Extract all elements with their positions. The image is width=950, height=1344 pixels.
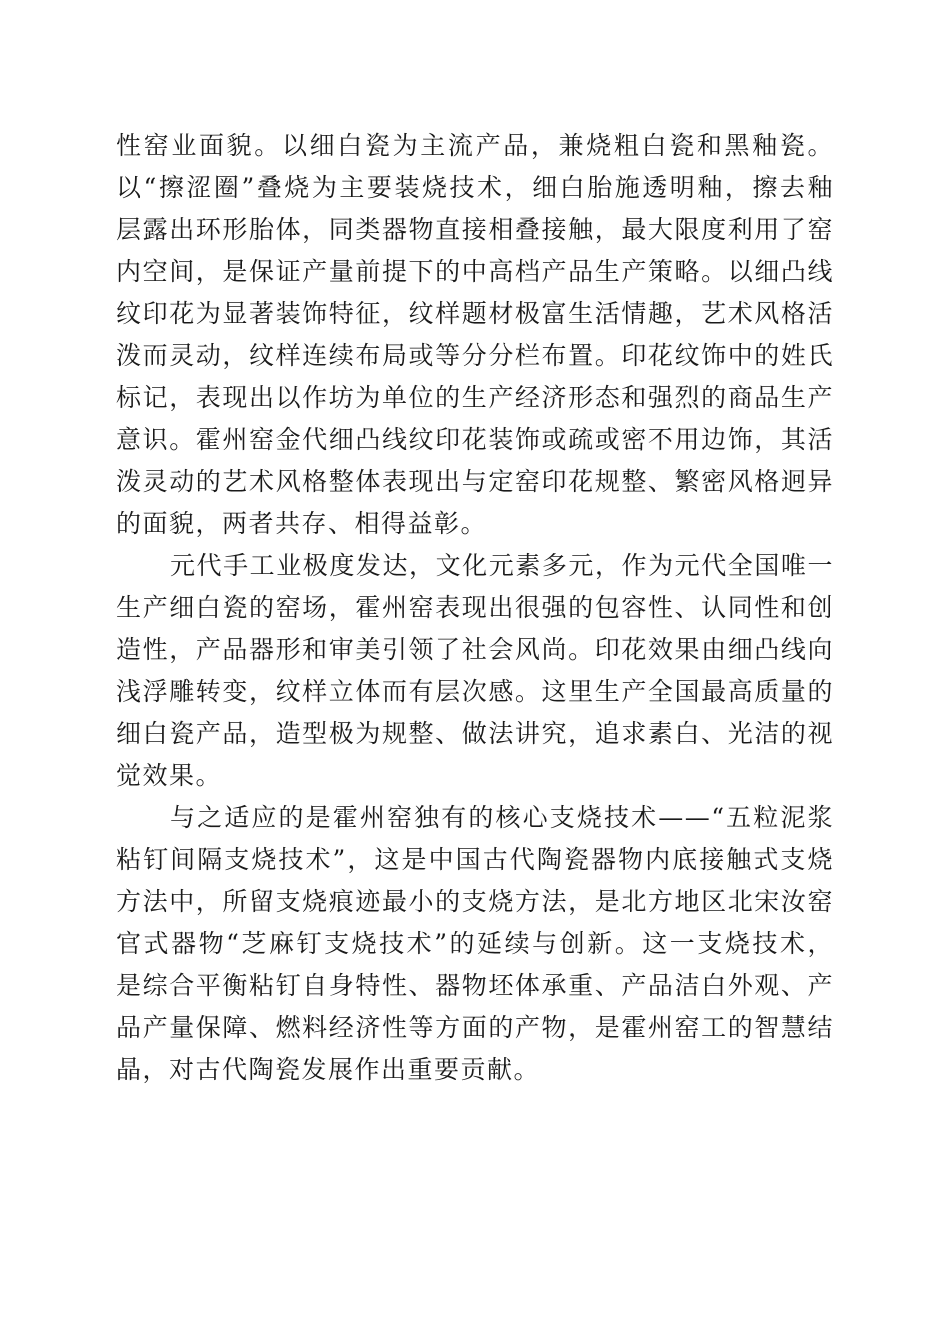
text-line: 品产量保障、燃料经济性等方面的产物，是霍州窑工的智慧结	[116, 1013, 834, 1042]
text-line: 粘钉间隔支烧技术”，这是中国古代陶瓷器物内底接触式支烧	[116, 845, 834, 874]
text-line: 内空间，是保证产量前提下的中高档产品生产策略。以细凸线	[116, 257, 834, 286]
text-line: 细白瓷产品，造型极为规整、做法讲究，追求素白、光洁的视	[116, 719, 834, 748]
text-line: 性窑业面貌。以细白瓷为主流产品，兼烧粗白瓷和黑釉瓷。	[116, 131, 834, 160]
paragraph-2	[116, 545, 834, 797]
document-page	[116, 125, 834, 1091]
paragraph-3	[116, 797, 834, 1091]
text-line: 造性，产品器形和审美引领了社会风尚。印花效果由细凸线向	[116, 635, 834, 664]
text-line: 泼灵动的艺术风格整体表现出与定窑印花规整、繁密风格迥异	[116, 467, 834, 496]
text-line: 以“擦涩圈”叠烧为主要装烧技术，细白胎施透明釉，擦去釉	[116, 173, 834, 202]
text-line: 晶，对古代陶瓷发展作出重要贡献。	[116, 1055, 541, 1084]
text-line: 方法中，所留支烧痕迹最小的支烧方法，是北方地区北宋汝窑	[116, 887, 834, 916]
text-line: 泼而灵动，纹样连续布局或等分分栏布置。印花纹饰中的姓氏	[116, 341, 834, 370]
text-line: 生产细白瓷的窑场，霍州窑表现出很强的包容性、认同性和创	[116, 593, 834, 622]
text-line: 纹印花为显著装饰特征，纹样题材极富生活情趣，艺术风格活	[116, 299, 834, 328]
text-line: 是综合平衡粘钉自身特性、器物坯体承重、产品洁白外观、产	[116, 971, 834, 1000]
paragraph-1	[116, 125, 834, 545]
text-line: 层露出环形胎体，同类器物直接相叠接触，最大限度利用了窑	[116, 215, 834, 244]
text-line: 的面貌，两者共存、相得益彰。	[116, 509, 488, 538]
text-line: 意识。霍州窑金代细凸线纹印花装饰或疏或密不用边饰，其活	[116, 425, 834, 454]
text-line: 浅浮雕转变，纹样立体而有层次感。这里生产全国最高质量的	[116, 677, 834, 706]
text-line: 官式器物“芝麻钉支烧技术”的延续与创新。这一支烧技术，	[116, 929, 834, 958]
text-line: 与之适应的是霍州窑独有的核心支烧技术——“五粒泥浆	[170, 803, 834, 832]
text-line: 元代手工业极度发达，文化元素多元，作为元代全国唯一	[170, 551, 834, 580]
text-line: 标记，表现出以作坊为单位的生产经济形态和强烈的商品生产	[116, 383, 834, 412]
text-line: 觉效果。	[116, 761, 223, 790]
